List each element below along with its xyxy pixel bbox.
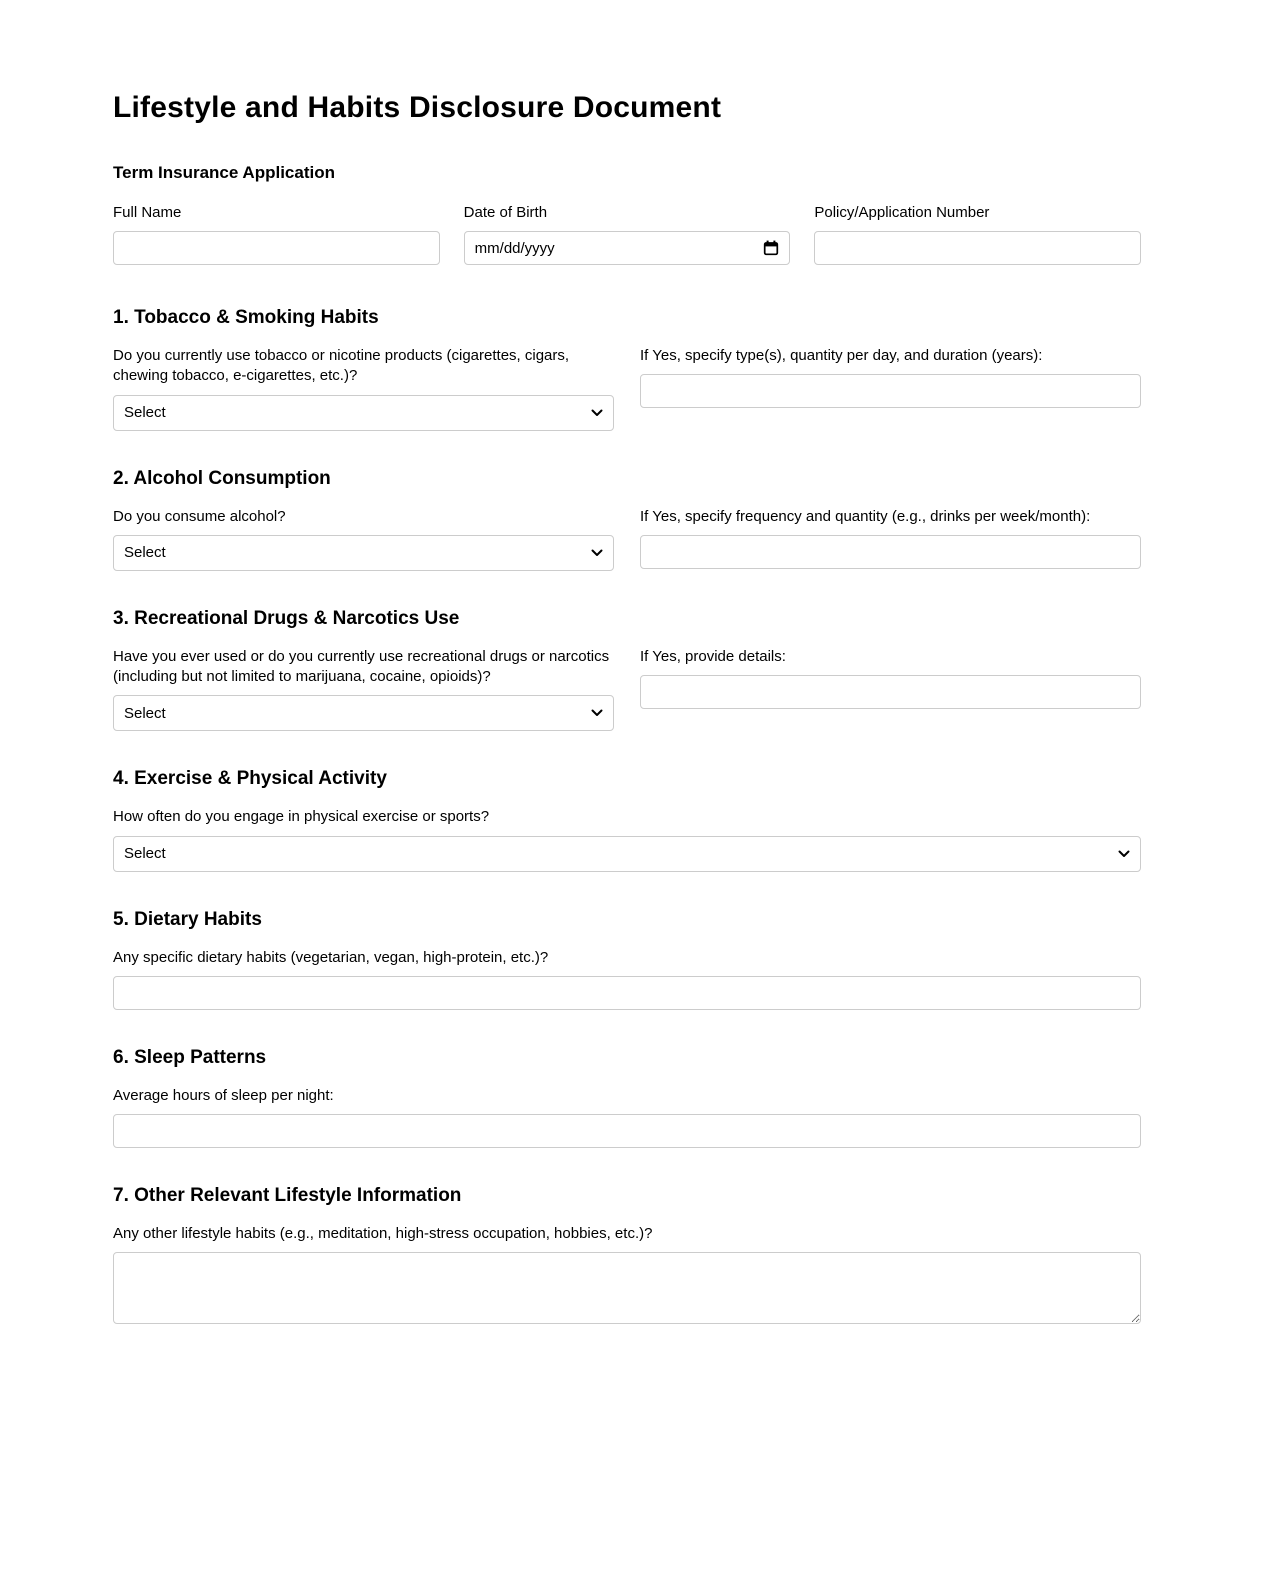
- exercise-question-label: How often do you engage in physical exercise or sports?: [113, 808, 490, 826]
- tobacco-details-input[interactable]: [640, 374, 1141, 408]
- tobacco-question-label: Do you currently use tobacco or nicotine products (cigarettes, cigars, chewing tobacco, e-cigarettes, etc.)?: [113, 347, 570, 385]
- alcohol-use-select[interactable]: [113, 535, 614, 571]
- drug-use-select[interactable]: [113, 695, 614, 731]
- drugs-question-label: Have you ever used or do you currently use recreational drugs or narcotics (including but not limited to marijuana, cocaine, opioids)?: [113, 647, 610, 685]
- section-heading: 3. Recreational Drugs & Narcotics Use: [113, 607, 460, 629]
- sleep-question-label: Average hours of sleep per night:: [113, 1086, 334, 1104]
- policy-number-label: Policy/Application Number: [814, 204, 990, 221]
- dietary-question-label: Any specific dietary habits (vegetarian, vegan, high-protein, etc.)?: [113, 948, 549, 966]
- full-name-input[interactable]: [113, 231, 440, 265]
- calendar-icon[interactable]: [763, 240, 779, 256]
- section-heading: 4. Exercise & Physical Activity: [113, 768, 387, 790]
- dob-input[interactable]: [464, 231, 791, 265]
- section-heading: 2. Alcohol Consumption: [113, 467, 331, 489]
- other-lifestyle-textarea[interactable]: [113, 1252, 1141, 1324]
- personal-info-row: [113, 204, 1141, 265]
- sleep-hours-input[interactable]: [113, 1114, 1141, 1148]
- section-heading: 1. Tobacco & Smoking Habits: [113, 307, 379, 328]
- form-subtitle: Term Insurance Application: [113, 163, 335, 182]
- dob-label: Date of Birth: [463, 204, 548, 221]
- section-tobacco-smoking: [113, 307, 1141, 431]
- section-dietary-habits: [113, 909, 1141, 1010]
- full-name-field-group: [113, 204, 440, 265]
- policy-number-field-group: [814, 204, 1141, 265]
- dietary-habits-input[interactable]: [113, 976, 1141, 1010]
- section-heading: 6. Sleep Patterns: [113, 1046, 267, 1068]
- policy-number-input[interactable]: [814, 231, 1141, 265]
- tobacco-use-select[interactable]: [113, 395, 614, 431]
- alcohol-detail-label: If Yes, specify frequency and quantity (e.g., drinks per week/month):: [640, 507, 1091, 525]
- drug-details-input[interactable]: [640, 675, 1141, 709]
- drugs-detail-label: If Yes, provide details:: [640, 647, 786, 665]
- form-document: [113, 0, 1141, 1329]
- alcohol-question-label: Do you consume alcohol?: [113, 507, 286, 525]
- section-heading: 5. Dietary Habits: [113, 908, 262, 930]
- tobacco-detail-label: If Yes, specify type(s), quantity per day, and duration (years):: [640, 347, 1043, 364]
- alcohol-details-input[interactable]: [640, 535, 1141, 569]
- dob-field-group: [464, 204, 791, 265]
- section-sleep-patterns: [113, 1047, 1141, 1148]
- page-title: Lifestyle and Habits Disclosure Document: [113, 91, 722, 124]
- full-name-label: Full Name: [113, 204, 182, 221]
- section-recreational-drugs: [113, 608, 1141, 732]
- section-heading: 7. Other Relevant Lifestyle Information: [113, 1185, 462, 1206]
- other-question-label: Any other lifestyle habits (e.g., meditation, high-stress occupation, hobbies, etc.)?: [113, 1225, 653, 1242]
- section-alcohol: [113, 468, 1141, 571]
- exercise-frequency-select[interactable]: [113, 836, 1141, 872]
- section-exercise: [113, 768, 1141, 871]
- section-other-lifestyle: [113, 1185, 1141, 1329]
